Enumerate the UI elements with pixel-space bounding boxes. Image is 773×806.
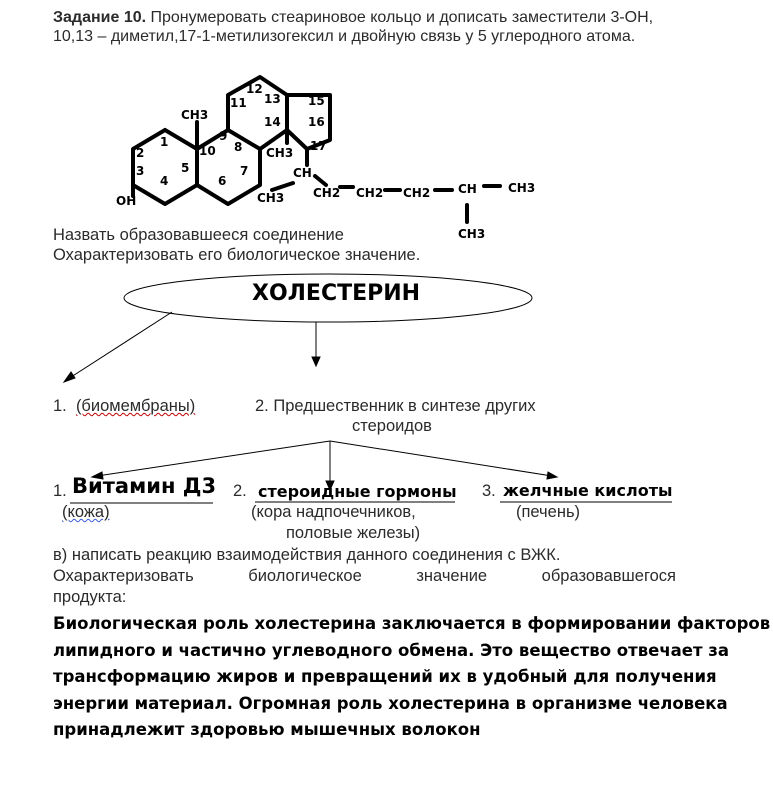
- num-9: 9: [219, 129, 228, 143]
- derivative-3-place: (печень): [516, 503, 581, 521]
- question-significance: Охарактеризовать его биологическое значение.: [53, 246, 421, 264]
- num-1: 1: [160, 135, 169, 149]
- num-6: 6: [218, 174, 227, 188]
- arrow-to-vitamin: [97, 441, 330, 476]
- derivative-1-number: 1.: [53, 482, 67, 500]
- num-10: 10: [199, 144, 216, 158]
- ch2-b-label: CH2: [356, 186, 384, 200]
- num-8: 8: [234, 140, 243, 154]
- oh-label: OH: [116, 194, 137, 208]
- ch3-c13-label: CH3: [266, 146, 294, 160]
- reaction-word-3: значение: [416, 567, 488, 585]
- task-line-1: Пронумеровать стеариновое кольцо и дописать заместители 3-ОН,: [146, 9, 654, 26]
- arrow-to-acids: [330, 441, 552, 476]
- ch2-a-label: CH2: [313, 186, 341, 200]
- answer-line-3: трансформацию жиров и превращений их в удобный для получения: [53, 667, 717, 686]
- reaction-word-4: образовавшегося: [541, 567, 676, 585]
- reaction-word-1: Охарактеризовать: [53, 567, 194, 585]
- derivative-1-place: (кожа): [62, 503, 110, 521]
- ch-side-label: CH: [293, 166, 312, 180]
- reaction-task-line-2: [53, 567, 676, 586]
- derivative-2-place-2: половые железы): [286, 524, 421, 542]
- side-chain-bond-2: [315, 176, 326, 185]
- ch3-branch-label: CH3: [458, 227, 486, 241]
- task-label: Задание 10.: [53, 9, 147, 26]
- ch3-c10-label: CH3: [181, 108, 209, 122]
- answer-paragraph: [53, 611, 770, 744]
- role-2-line-1: 2. Предшественник в синтезе других: [255, 397, 536, 415]
- derivative-3-name: желчные кислоты: [503, 481, 673, 500]
- role-1-text: (биомембраны): [75, 397, 196, 415]
- ch2-c-label: CH2: [403, 186, 431, 200]
- role-2-line-2: стероидов: [352, 417, 432, 435]
- derivative-2-place-1: (кора надпочечников,: [251, 503, 416, 521]
- derivative-2-number: 2.: [233, 482, 247, 500]
- arrowhead-acids: [547, 472, 557, 479]
- derivative-2-name: стероидные гормоны: [258, 482, 457, 501]
- ch-end-label: CH: [458, 182, 477, 196]
- role-1: [53, 397, 195, 416]
- num-11: 11: [230, 96, 247, 110]
- derivative-3-number: 3.: [482, 482, 496, 500]
- num-15: 15: [308, 94, 325, 108]
- num-2: 2: [136, 146, 145, 160]
- side-chain-bond-1: [272, 183, 293, 190]
- arrowhead-role-1: [64, 372, 75, 382]
- num-7: 7: [240, 164, 249, 178]
- task-line-2: 10,13 – диметил,17-1-метилизогексил и двойную связь у 5 углеродного атома.: [53, 28, 636, 45]
- ring-b: [197, 130, 260, 204]
- num-3: 3: [136, 164, 145, 178]
- arrowhead-role-2: [312, 357, 320, 366]
- num-13: 13: [264, 92, 281, 106]
- answer-line-1: Биологическая роль холестерина заключается в формировании факторов: [53, 614, 771, 633]
- derivative-1-name: Витамин Д3: [72, 474, 217, 498]
- num-16: 16: [308, 115, 325, 129]
- num-4: 4: [160, 174, 169, 188]
- num-14: 14: [264, 115, 281, 129]
- ch3-side-label: CH3: [257, 191, 285, 205]
- role-1-number: 1.: [53, 397, 67, 415]
- answer-line-4: энергии материал. Огромная роль холестерина в организме человека: [53, 693, 728, 713]
- answer-line-2: липидного и частично углеводного обмена. Это вещество отвечает за: [53, 640, 730, 660]
- num-5: 5: [181, 161, 190, 175]
- reaction-word-2: биологическое: [248, 567, 362, 585]
- answer-line-5: принадлежит здоровью мышечных волокон: [53, 720, 481, 739]
- ch3-end-label: CH3: [508, 181, 536, 195]
- num-12: 12: [246, 82, 263, 96]
- arrow-to-role-1: [68, 312, 172, 379]
- substituent-labels: [116, 108, 535, 241]
- reaction-task-line-3: продукта:: [53, 588, 127, 606]
- compound-name: ХОЛЕСТЕРИН: [252, 281, 421, 306]
- reaction-task-line-1: в) написать реакцию взаимодействия данного соединения с ВЖК.: [53, 546, 561, 564]
- question-name: Назвать образовавшееся соединение: [53, 226, 344, 244]
- num-17: 17: [310, 139, 327, 153]
